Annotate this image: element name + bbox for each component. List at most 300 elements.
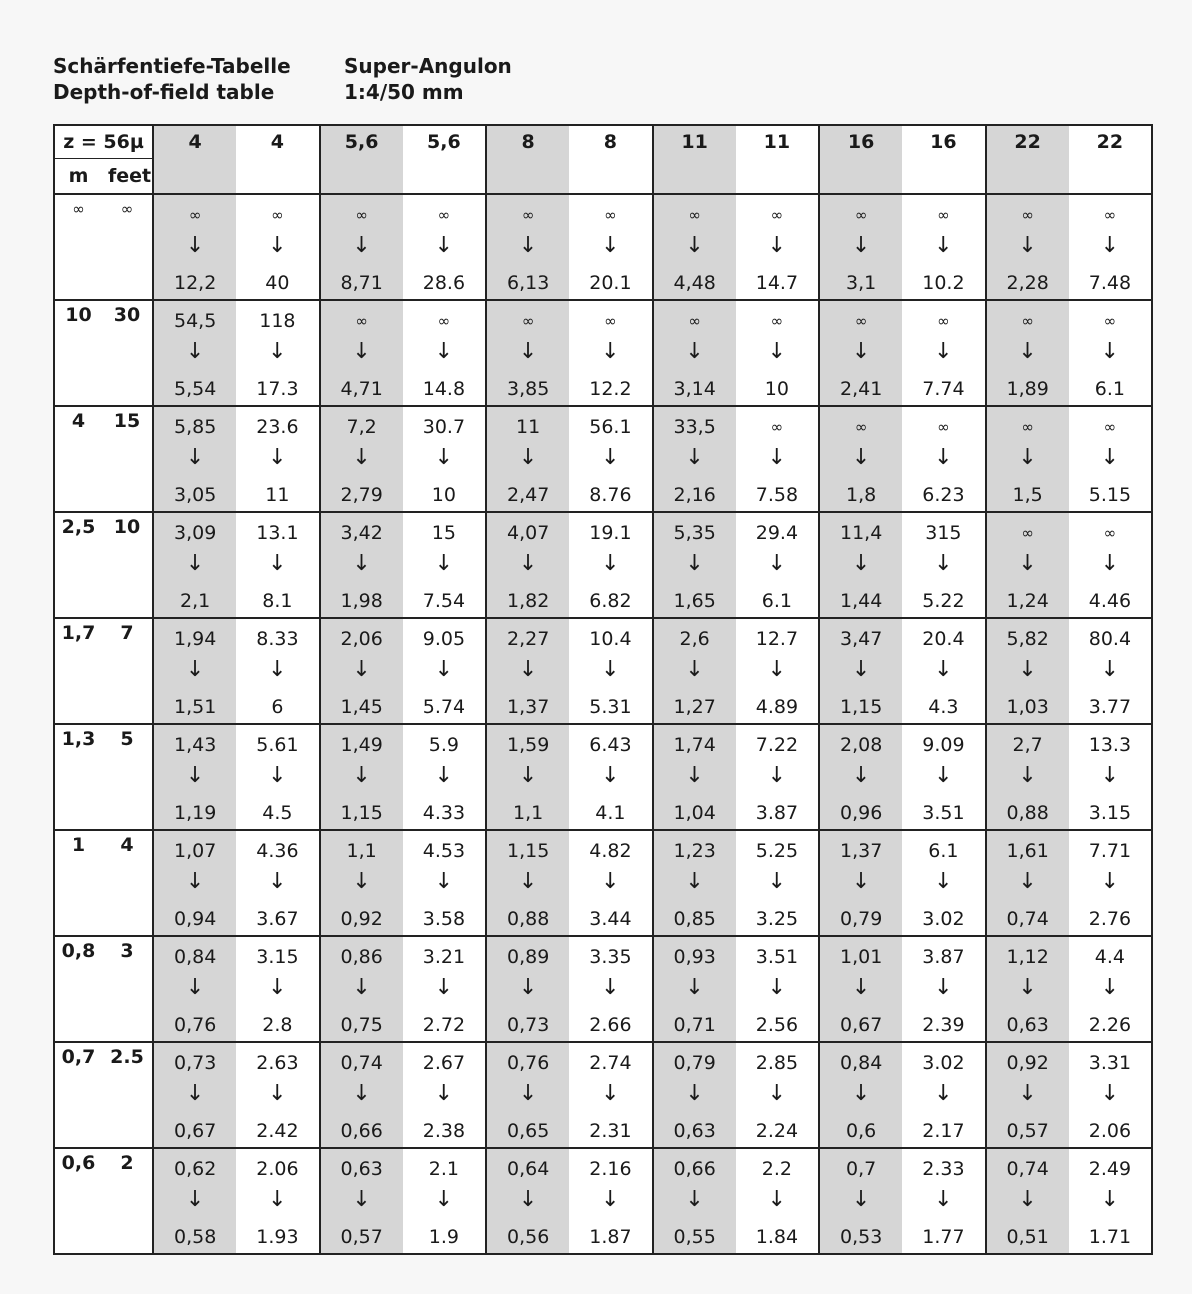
- dof-cell: [653, 1042, 736, 1148]
- near-limit: 3.51: [922, 802, 965, 824]
- far-limit: ∞: [604, 206, 617, 224]
- dof-cell: [486, 194, 569, 300]
- dof-cell: [1069, 300, 1152, 406]
- arrow-down-icon: ↓: [352, 657, 371, 682]
- far-limit: 12.7: [755, 628, 799, 650]
- dof-cell: [569, 512, 652, 618]
- dof-cell: [902, 512, 985, 618]
- aperture-header: 16: [902, 125, 985, 194]
- dof-cell: [486, 618, 569, 724]
- near-limit: 1,27: [673, 696, 716, 718]
- far-limit: 9.09: [922, 734, 965, 756]
- table-row: [54, 194, 1152, 300]
- dof-cell: [1069, 406, 1152, 512]
- near-limit: 1,98: [340, 590, 383, 612]
- arrow-down-icon: ↓: [1100, 657, 1120, 682]
- dof-cell: [320, 512, 403, 618]
- dof-cell: [403, 830, 486, 936]
- distance-meters: 10: [54, 300, 102, 406]
- far-limit: 7.71: [1088, 840, 1132, 862]
- dof-cell: [569, 936, 652, 1042]
- aperture-header: 5,6: [320, 125, 403, 194]
- far-limit: 5.61: [256, 734, 299, 756]
- near-limit: 0,92: [340, 908, 383, 930]
- lens-title: [344, 53, 512, 105]
- near-limit: 3.58: [422, 908, 466, 930]
- near-limit: 0,63: [1006, 1014, 1049, 1036]
- distance-feet: 15: [102, 406, 153, 512]
- near-limit: 0,58: [173, 1226, 217, 1248]
- near-limit: 7.48: [1088, 272, 1132, 294]
- arrow-down-icon: ↓: [434, 1081, 454, 1106]
- far-limit: ∞: [1021, 206, 1034, 224]
- far-limit: ∞: [271, 206, 284, 224]
- near-limit: 0,76: [173, 1014, 217, 1036]
- arrow-down-icon: ↓: [601, 339, 620, 364]
- far-limit: 80.4: [1088, 628, 1132, 650]
- far-limit: 2,27: [506, 628, 550, 650]
- far-limit: 1,49: [340, 734, 383, 756]
- dof-cell: [1069, 194, 1152, 300]
- arrow-down-icon: ↓: [767, 1081, 787, 1106]
- dof-cell: [320, 300, 403, 406]
- near-limit: 3.02: [922, 908, 965, 930]
- dof-cell: [1069, 830, 1152, 936]
- distance-feet: 4: [102, 830, 153, 936]
- near-limit: 14.7: [755, 272, 799, 294]
- dof-cell: [486, 406, 569, 512]
- near-limit: 2,79: [340, 484, 383, 506]
- distance-meters: 1,7: [54, 618, 102, 724]
- near-limit: 1,51: [173, 696, 217, 718]
- far-limit: ∞: [770, 206, 784, 224]
- arrow-down-icon: ↓: [185, 869, 205, 894]
- dof-cell: [486, 830, 569, 936]
- far-limit: ∞: [521, 312, 535, 330]
- distance-meters: 0,6: [54, 1148, 102, 1254]
- arrow-down-icon: ↓: [1018, 1187, 1037, 1212]
- near-limit: 1.9: [428, 1226, 459, 1248]
- dof-cell: [1069, 512, 1152, 618]
- far-limit: 4.36: [256, 840, 299, 862]
- table-row: [54, 936, 1152, 1042]
- arrow-down-icon: ↓: [1018, 869, 1037, 894]
- dof-cell: [819, 300, 902, 406]
- arrow-down-icon: ↓: [1018, 657, 1037, 682]
- dof-cell: [403, 1148, 486, 1254]
- arrow-down-icon: ↓: [851, 975, 871, 1000]
- table-row: [54, 1042, 1152, 1148]
- arrow-down-icon: ↓: [185, 763, 205, 788]
- arrow-down-icon: ↓: [434, 975, 454, 1000]
- arrow-down-icon: ↓: [767, 445, 787, 470]
- near-limit: 7.58: [755, 484, 799, 506]
- arrow-down-icon: ↓: [518, 445, 538, 470]
- near-limit: 4.46: [1088, 590, 1132, 612]
- dof-cell: [986, 618, 1069, 724]
- arrow-down-icon: ↓: [268, 339, 287, 364]
- arrow-down-icon: ↓: [352, 445, 371, 470]
- dof-cell: [153, 194, 236, 300]
- arrow-down-icon: ↓: [268, 233, 287, 258]
- near-limit: 3.87: [755, 802, 799, 824]
- distance-meters: 0,8: [54, 936, 102, 1042]
- arrow-down-icon: ↓: [685, 763, 704, 788]
- arrow-down-icon: ↓: [851, 339, 871, 364]
- lens-name: Super-Angulon: [344, 54, 512, 78]
- dof-cell: [320, 724, 403, 830]
- depth-of-field-table: [53, 124, 1153, 1255]
- dof-cell: [569, 1148, 652, 1254]
- far-limit: 1,59: [506, 734, 550, 756]
- arrow-down-icon: ↓: [268, 1081, 287, 1106]
- far-limit: ∞: [937, 206, 950, 224]
- far-limit: 0,79: [673, 1052, 716, 1074]
- near-limit: 6.1: [1094, 378, 1125, 400]
- far-limit: 3.35: [589, 946, 632, 968]
- title-english: Depth-of-field table: [53, 80, 275, 104]
- dof-cell: [153, 1042, 236, 1148]
- far-limit: 1,01: [839, 946, 883, 968]
- arrow-down-icon: ↓: [685, 551, 704, 576]
- far-limit: 13.3: [1088, 734, 1132, 756]
- near-limit: 4.1: [595, 802, 626, 824]
- far-limit: 33,5: [673, 416, 716, 438]
- dof-cell: [736, 830, 819, 936]
- dof-cell: [736, 300, 819, 406]
- arrow-down-icon: ↓: [434, 1187, 454, 1212]
- near-limit: 2.76: [1088, 908, 1132, 930]
- near-limit: 0,94: [173, 908, 217, 930]
- near-limit: 17.3: [256, 378, 299, 400]
- dof-cell: [569, 1042, 652, 1148]
- dof-cell: [569, 618, 652, 724]
- near-limit: 0,66: [340, 1120, 383, 1142]
- aperture-header: 16: [819, 125, 902, 194]
- dof-cell: [236, 406, 319, 512]
- far-limit: ∞: [688, 206, 701, 224]
- dof-cell: [819, 1148, 902, 1254]
- dof-cell: [569, 300, 652, 406]
- near-limit: 7.54: [422, 590, 466, 612]
- far-limit: 2.63: [256, 1052, 299, 1074]
- aperture-header: 4: [153, 125, 236, 194]
- arrow-down-icon: ↓: [767, 763, 787, 788]
- arrow-down-icon: ↓: [268, 763, 287, 788]
- far-limit: ∞: [355, 312, 368, 330]
- arrow-down-icon: ↓: [1018, 339, 1037, 364]
- arrow-down-icon: ↓: [685, 233, 704, 258]
- far-limit: 1,07: [173, 840, 217, 862]
- near-limit: 2.31: [589, 1120, 632, 1142]
- arrow-down-icon: ↓: [601, 763, 620, 788]
- distance-feet: 7: [102, 618, 153, 724]
- far-limit: ∞: [1103, 418, 1117, 436]
- arrow-down-icon: ↓: [185, 975, 205, 1000]
- dof-cell: [736, 724, 819, 830]
- near-limit: 0,74: [1006, 908, 1049, 930]
- near-limit: 6.23: [922, 484, 965, 506]
- arrow-down-icon: ↓: [601, 975, 620, 1000]
- far-limit: 2.2: [761, 1158, 792, 1180]
- arrow-down-icon: ↓: [1018, 763, 1037, 788]
- far-limit: ∞: [188, 206, 202, 224]
- arrow-down-icon: ↓: [685, 1187, 704, 1212]
- arrow-down-icon: ↓: [268, 551, 287, 576]
- near-limit: 0,71: [673, 1014, 716, 1036]
- far-limit: 11,4: [839, 522, 883, 544]
- far-limit: 2.1: [428, 1158, 459, 1180]
- near-limit: 2.38: [422, 1120, 466, 1142]
- dof-cell: [569, 830, 652, 936]
- arrow-down-icon: ↓: [767, 657, 787, 682]
- far-limit: 1,23: [673, 840, 716, 862]
- arrow-down-icon: ↓: [767, 233, 787, 258]
- near-limit: 0,88: [1006, 802, 1049, 824]
- dof-cell: [1069, 936, 1152, 1042]
- near-limit: 5.22: [922, 590, 965, 612]
- near-limit: 4.3: [928, 696, 959, 718]
- near-limit: 0,67: [839, 1014, 883, 1036]
- near-limit: 0,65: [506, 1120, 550, 1142]
- far-limit: 0,86: [340, 946, 383, 968]
- near-limit: 1.93: [256, 1226, 299, 1248]
- table-row: [54, 300, 1152, 406]
- near-limit: 8.76: [589, 484, 632, 506]
- far-limit: ∞: [437, 206, 451, 224]
- arrow-down-icon: ↓: [434, 551, 454, 576]
- distance-feet: 3: [102, 936, 153, 1042]
- arrow-down-icon: ↓: [851, 445, 871, 470]
- far-limit: 5,82: [1006, 628, 1049, 650]
- arrow-down-icon: ↓: [434, 657, 454, 682]
- far-limit: ∞: [770, 418, 784, 436]
- arrow-down-icon: ↓: [518, 233, 538, 258]
- arrow-down-icon: ↓: [352, 975, 371, 1000]
- far-limit: 3.15: [256, 946, 299, 968]
- near-limit: 5,54: [173, 378, 217, 400]
- near-limit: 1,65: [673, 590, 716, 612]
- far-limit: 19.1: [589, 522, 632, 544]
- arrow-down-icon: ↓: [434, 233, 454, 258]
- arrow-down-icon: ↓: [268, 445, 287, 470]
- dof-cell: [653, 300, 736, 406]
- dof-cell: [653, 618, 736, 724]
- near-limit: 0,55: [673, 1226, 716, 1248]
- far-limit: 13.1: [256, 522, 299, 544]
- far-limit: 2.33: [922, 1158, 965, 1180]
- feet-header: feet: [102, 159, 153, 195]
- table-row: [54, 724, 1152, 830]
- arrow-down-icon: ↓: [934, 233, 953, 258]
- far-limit: 0,84: [839, 1052, 883, 1074]
- near-limit: 3.15: [1088, 802, 1132, 824]
- dof-cell: [236, 724, 319, 830]
- dof-cell: [153, 724, 236, 830]
- far-limit: ∞: [1021, 312, 1034, 330]
- arrow-down-icon: ↓: [934, 551, 953, 576]
- arrow-down-icon: ↓: [1100, 339, 1120, 364]
- arrow-down-icon: ↓: [767, 975, 787, 1000]
- dof-cell: [902, 406, 985, 512]
- dof-cell: [736, 618, 819, 724]
- near-limit: 1,04: [673, 802, 716, 824]
- near-limit: 1,1: [513, 802, 544, 824]
- near-limit: 12,2: [173, 272, 217, 294]
- distance-meters: 1: [54, 830, 102, 936]
- arrow-down-icon: ↓: [851, 1187, 871, 1212]
- far-limit: ∞: [688, 312, 701, 330]
- dof-cell: [320, 1148, 403, 1254]
- dof-cell: [736, 1042, 819, 1148]
- dof-cell: [403, 1042, 486, 1148]
- aperture-header: 22: [1069, 125, 1152, 194]
- arrow-down-icon: ↓: [518, 339, 538, 364]
- arrow-down-icon: ↓: [268, 975, 287, 1000]
- dof-cell: [902, 724, 985, 830]
- dof-cell: [736, 194, 819, 300]
- near-limit: 14.8: [422, 378, 466, 400]
- dof-cell: [902, 1148, 985, 1254]
- near-limit: 4.89: [755, 696, 799, 718]
- near-limit: 10: [764, 378, 789, 400]
- far-limit: ∞: [854, 206, 868, 224]
- dof-cell: [986, 1148, 1069, 1254]
- dof-cell: [736, 936, 819, 1042]
- far-limit: ∞: [854, 312, 868, 330]
- arrow-down-icon: ↓: [934, 1081, 953, 1106]
- near-limit: 2.8: [262, 1014, 293, 1036]
- arrow-down-icon: ↓: [685, 339, 704, 364]
- near-limit: 4,48: [673, 272, 716, 294]
- dof-cell: [819, 194, 902, 300]
- dof-cell: [986, 724, 1069, 830]
- arrow-down-icon: ↓: [1100, 763, 1120, 788]
- dof-cell: [986, 194, 1069, 300]
- near-limit: 0,57: [1006, 1120, 1049, 1142]
- dof-cell: [653, 1148, 736, 1254]
- arrow-down-icon: ↓: [518, 1187, 538, 1212]
- dof-cell: [403, 936, 486, 1042]
- dof-cell: [986, 1042, 1069, 1148]
- arrow-down-icon: ↓: [601, 551, 620, 576]
- far-limit: 1,94: [173, 628, 217, 650]
- arrow-down-icon: ↓: [934, 445, 953, 470]
- arrow-down-icon: ↓: [518, 1081, 538, 1106]
- near-limit: 0,56: [506, 1226, 550, 1248]
- near-limit: 2,1: [180, 590, 211, 612]
- lens-spec: 1:4/50 mm: [344, 80, 464, 104]
- table-row: [54, 618, 1152, 724]
- far-limit: 118: [259, 310, 296, 332]
- near-limit: 8,71: [340, 272, 383, 294]
- dof-cell: [236, 1148, 319, 1254]
- far-limit: 5.25: [755, 840, 799, 862]
- near-limit: 2.39: [922, 1014, 965, 1036]
- near-limit: 1,15: [839, 696, 883, 718]
- arrow-down-icon: ↓: [1100, 975, 1120, 1000]
- far-limit: 1,1: [346, 840, 377, 862]
- dof-cell: [486, 724, 569, 830]
- aperture-header: 4: [236, 125, 319, 194]
- near-limit: 1,8: [846, 484, 877, 506]
- far-limit: 4.53: [422, 840, 466, 862]
- dof-cell: [986, 936, 1069, 1042]
- title-german: Schärfentiefe-Tabelle: [53, 54, 291, 78]
- far-limit: 4.4: [1094, 946, 1125, 968]
- arrow-down-icon: ↓: [1018, 445, 1037, 470]
- near-limit: 0,67: [173, 1120, 217, 1142]
- distance-meters: 0,7: [54, 1042, 102, 1148]
- far-limit: 0,84: [173, 946, 217, 968]
- arrow-down-icon: ↓: [851, 869, 871, 894]
- far-limit: 4,07: [506, 522, 550, 544]
- arrow-down-icon: ↓: [601, 1187, 620, 1212]
- near-limit: 28.6: [422, 272, 466, 294]
- near-limit: 40: [265, 272, 290, 294]
- near-limit: 2.66: [589, 1014, 632, 1036]
- aperture-header: 22: [986, 125, 1069, 194]
- near-limit: 1.84: [755, 1226, 799, 1248]
- near-limit: 3.77: [1088, 696, 1132, 718]
- arrow-down-icon: ↓: [352, 1081, 371, 1106]
- arrow-down-icon: ↓: [518, 869, 538, 894]
- far-limit: 2,7: [1012, 734, 1043, 756]
- distance-feet: ∞: [102, 194, 153, 300]
- near-limit: 3,05: [173, 484, 217, 506]
- far-limit: 0,66: [673, 1158, 716, 1180]
- dof-cell: [486, 512, 569, 618]
- far-limit: 56.1: [589, 416, 632, 438]
- arrow-down-icon: ↓: [1018, 233, 1037, 258]
- near-limit: 2.72: [422, 1014, 466, 1036]
- arrow-down-icon: ↓: [1100, 1187, 1120, 1212]
- far-limit: 6.1: [928, 840, 959, 862]
- arrow-down-icon: ↓: [1100, 233, 1120, 258]
- near-limit: 12.2: [589, 378, 632, 400]
- near-limit: 2,41: [839, 378, 883, 400]
- far-limit: 3,09: [173, 522, 217, 544]
- far-limit: 2.67: [422, 1052, 466, 1074]
- dof-cell: [653, 724, 736, 830]
- arrow-down-icon: ↓: [185, 1081, 205, 1106]
- far-limit: 5.9: [428, 734, 459, 756]
- dof-cell: [1069, 724, 1152, 830]
- near-limit: 0,88: [506, 908, 550, 930]
- dof-cell: [1069, 1042, 1152, 1148]
- distance-feet: 30: [102, 300, 153, 406]
- dof-cell: [403, 194, 486, 300]
- dof-cell: [653, 406, 736, 512]
- far-limit: 7.22: [755, 734, 799, 756]
- far-limit: 0,93: [673, 946, 716, 968]
- far-limit: 5,35: [673, 522, 716, 544]
- near-limit: 7.74: [922, 378, 965, 400]
- far-limit: 1,61: [1006, 840, 1049, 862]
- near-limit: 3,1: [846, 272, 877, 294]
- near-limit: 2.17: [922, 1120, 965, 1142]
- distance-feet: 10: [102, 512, 153, 618]
- far-limit: 0,74: [1006, 1158, 1049, 1180]
- arrow-down-icon: ↓: [767, 869, 787, 894]
- near-limit: 2.26: [1088, 1014, 1132, 1036]
- distance-meters: 4: [54, 406, 102, 512]
- distance-feet: 5: [102, 724, 153, 830]
- far-limit: 2,06: [340, 628, 383, 650]
- arrow-down-icon: ↓: [685, 1081, 704, 1106]
- arrow-down-icon: ↓: [934, 1187, 953, 1212]
- arrow-down-icon: ↓: [1018, 1081, 1037, 1106]
